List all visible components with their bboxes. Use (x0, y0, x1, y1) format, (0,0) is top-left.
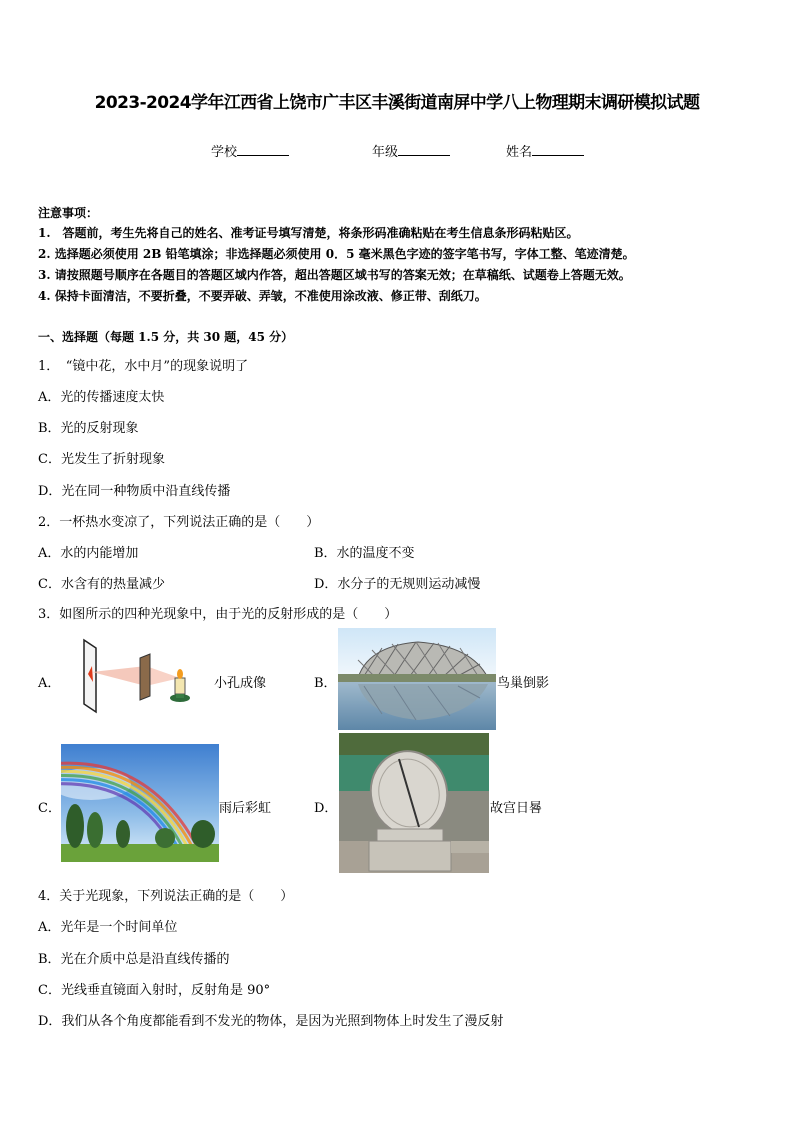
question-stem: 1． “镜中花，水中月”的现象说明了 (38, 359, 249, 374)
sundial-photo-icon (339, 733, 489, 873)
option-letter: A． (38, 676, 61, 691)
pinhole-camera-diagram-icon (78, 636, 198, 716)
school-blank (237, 142, 289, 156)
notice-item: 4. 保持卡面清洁，不要折叠，不要弄破、弄皱，不准使用涂改液、修正带、刮纸刀。 (38, 289, 487, 303)
option: B．光在介质中总是沿直线传播的 (38, 952, 230, 967)
birds-nest-reflection-photo-icon (338, 628, 496, 730)
exam-title: 2023-2024学年江西省上饶市广丰区丰溪街道南屏中学八上物理期末调研模拟试题 (94, 93, 700, 113)
option-caption: 雨后彩虹 (219, 801, 272, 816)
option: D．光在同一种物质中沿直线传播 (38, 484, 231, 499)
section-heading: 一、选择题（每题 1.5 分，共 30 题，45 分） (38, 330, 294, 344)
grade-field (372, 141, 450, 160)
option: D．我们从各个角度都能看到不发光的物体，是因为光照到物体上时发生了漫反射 (38, 1014, 504, 1029)
option-letter: D． (314, 801, 338, 816)
name-field (506, 141, 584, 160)
option: B．水的温度不变 (314, 546, 415, 561)
option: A．光的传播速度太快 (38, 390, 165, 405)
option: C．水含有的热量减少 (38, 577, 165, 592)
question-stem: 3．如图所示的四种光现象中，由于光的反射形成的是（ ） (38, 607, 398, 622)
option: B．光的反射现象 (38, 421, 139, 436)
option: A．光年是一个时间单位 (38, 920, 178, 935)
notice-heading: 注意事项： (38, 206, 99, 220)
rainbow-photo-icon (61, 744, 219, 862)
option: C．光发生了折射现象 (38, 452, 165, 467)
name-label: 姓名 (506, 145, 533, 160)
option: C．光线垂直镜面入射时，反射角是 90° (38, 983, 271, 998)
grade-label: 年级 (372, 145, 399, 160)
question-stem: 4．关于光现象，下列说法正确的是（ ） (38, 889, 294, 904)
school-label: 学校 (211, 145, 238, 160)
option-letter: C． (38, 801, 61, 816)
notice-item: 2. 选择题必须使用 2B 铅笔填涂；非选择题必须使用 0．5 毫米黑色字迹的签字笔书写，字体工整、笔迹清楚。 (38, 247, 635, 261)
name-blank (532, 142, 584, 156)
notice-item: 1. 答题前，考生先将自己的姓名、准考证号填写清楚，将条形码准确粘贴在考生信息条形码粘贴区。 (38, 226, 579, 240)
option-letter: B． (314, 676, 337, 691)
school-field (211, 141, 289, 160)
notice-item: 3. 请按照题号顺序在各题目的答题区域内作答，超出答题区域书写的答案无效；在草稿纸、试题卷上答题无效。 (38, 268, 631, 282)
grade-blank (398, 142, 450, 156)
option: A．水的内能增加 (38, 546, 139, 561)
option-caption: 故宫日晷 (490, 801, 543, 816)
option-caption: 鸟巢倒影 (497, 676, 550, 691)
option-caption: 小孔成像 (214, 676, 267, 691)
question-stem: 2．一杯热水变凉了，下列说法正确的是（ ） (38, 515, 320, 530)
option: D．水分子的无规则运动减慢 (314, 577, 481, 592)
